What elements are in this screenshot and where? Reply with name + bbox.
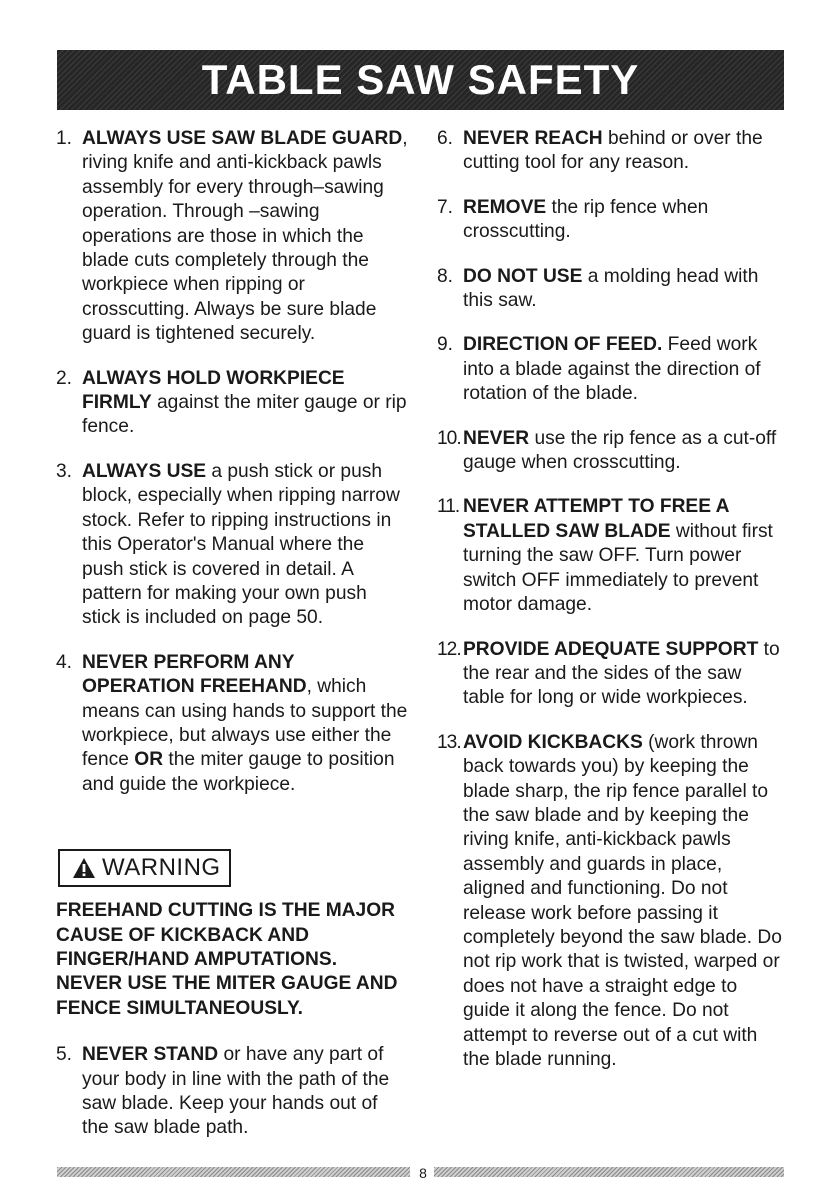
rule-text [82, 651, 408, 797]
footer-bar-left [57, 1167, 410, 1177]
rule-body: , which means can using hands to support the workpiece, but always use either the fence [82, 676, 408, 771]
rule-number: 5. [56, 1044, 73, 1066]
header-banner [57, 50, 784, 110]
rule-number: 1. [56, 128, 73, 149]
rule-heading: PROVIDE ADEQUATE SUPPORT [463, 638, 759, 660]
rule-heading: NEVER REACH [463, 128, 603, 149]
warning-text: FREEHAND CUTTING IS THE MAJOR CAUSE OF KICKBACK AND FINGER/HAND AMPUTATIONS. NEVER USE THE MITER GAUGE AND FENCE SIMULTANEOUSLY. [56, 900, 398, 1019]
rule-text [463, 196, 783, 245]
rule-body: to the rear and the sides of the saw table for long or wide workpieces. [463, 638, 780, 709]
safety-rule-12 [437, 638, 783, 711]
rule-body: behind or over the cutting tool for any reason. [463, 128, 763, 174]
left-column [56, 127, 408, 1161]
rule-body: a push stick or push block, especially when ripping narrow stock. Refer to ripping instructions in this Operator's Manual where the push stick is covered in detail. A pattern for making your own push stick is included on page 50. [82, 460, 400, 629]
rule-text [82, 1043, 408, 1141]
safety-rule-3 [56, 460, 408, 631]
warning-label: WARNING [102, 853, 221, 881]
safety-rule-13 [437, 731, 783, 1073]
rule-body: without first turning the saw OFF. Turn power switch OFF immediately to prevent motor damage. [463, 520, 773, 616]
rule-heading: DIRECTION OF FEED. [463, 334, 663, 356]
rule-body: a molding head with this saw. [463, 265, 759, 312]
rule-text [82, 367, 408, 440]
rule-body: (work thrown back towards you) by keeping the blade sharp, the rip fence parallel to the saw blade and by keeping the riving knife, anti-kickback pawls assembly and guards in place, aligned and functioning. Do not release work before passing it completely beyond the saw blade. Do not rip work that is twisted, warped or does not have a straight edge to guide it along the fence. Do not attempt to reverse out of a cut with the blade running. [463, 731, 782, 1070]
rule-heading: NEVER [463, 427, 530, 449]
rule-text [463, 127, 783, 176]
rule-text [463, 495, 783, 617]
rule-heading: REMOVE [463, 196, 547, 218]
rule-heading: ALWAYS USE SAW BLADE GUARD [82, 128, 403, 149]
safety-rule-11 [437, 495, 783, 617]
safety-rule-5 [56, 1043, 408, 1141]
rule-number: 4. [56, 651, 73, 673]
rule-heading: NEVER PERFORM ANY OPERATION FREEHAND [82, 651, 307, 698]
rule-text [463, 427, 783, 476]
page-title: TABLE SAW SAFETY [201, 56, 640, 103]
rule-heading: ALWAYS HOLD WORKPIECE FIRMLY [82, 367, 345, 414]
rule-number: 9. [437, 334, 454, 356]
rule-number: 12. [437, 638, 461, 660]
rule-number: 3. [56, 460, 73, 482]
rule-number: 7. [437, 196, 454, 218]
warning-triangle-icon [72, 857, 96, 879]
footer-bar-right [434, 1167, 784, 1177]
safety-rule-6 [437, 127, 783, 176]
rule-body: the rip fence when crosscutting. [463, 196, 709, 243]
safety-rule-9 [437, 333, 783, 406]
rule-number: 8. [437, 265, 454, 287]
rule-text [82, 127, 408, 347]
rule-number: 11. [437, 496, 460, 518]
rule-body-continued: the miter gauge to position and guide the workpiece. [82, 749, 395, 795]
rule-heading: DO NOT USE [463, 265, 583, 287]
warning-label-box [58, 849, 231, 887]
rule-body: use the rip fence as a cut-off gauge when crosscutting. [463, 427, 777, 474]
rule-text [463, 333, 783, 406]
rule-body: , riving knife and anti-kickback pawls assembly for every through–sawing operation. Through –sawing operations are those in which the blade cuts completely through the workpiece when ripping or crosscutting. Always be sure blade guard is tightened securely. [82, 128, 408, 345]
rule-text [463, 638, 783, 711]
rule-text [463, 731, 783, 1073]
page-number: 8 [419, 1165, 427, 1181]
rule-emphasis: OR [134, 749, 164, 771]
rule-number: 2. [56, 367, 73, 389]
rule-body: against the miter gauge or rip fence. [82, 392, 407, 438]
rule-body: Feed work into a blade against the direction of rotation of the blade. [463, 334, 761, 405]
rule-body: or have any part of your body in line with the path of the saw blade. Keep your hands out of the saw blade path. [82, 1044, 390, 1139]
rule-number: 6. [437, 128, 454, 149]
safety-rule-1 [56, 127, 408, 347]
safety-rule-7 [437, 196, 783, 245]
safety-rule-2 [56, 367, 408, 440]
rule-text [463, 265, 783, 314]
rule-text [82, 460, 408, 631]
safety-rule-8 [437, 265, 783, 314]
page-footer [0, 1164, 838, 1182]
rule-number: 10. [437, 427, 461, 449]
right-column [437, 127, 783, 1092]
rule-heading: NEVER STAND [82, 1044, 219, 1066]
safety-rule-10 [437, 427, 783, 476]
rule-heading: AVOID KICKBACKS [463, 731, 643, 753]
rule-number: 13. [437, 731, 461, 753]
rule-heading: NEVER ATTEMPT TO FREE A STALLED SAW BLADE [463, 496, 729, 542]
safety-rule-4 [56, 651, 408, 797]
rule-heading: ALWAYS USE [82, 460, 207, 482]
